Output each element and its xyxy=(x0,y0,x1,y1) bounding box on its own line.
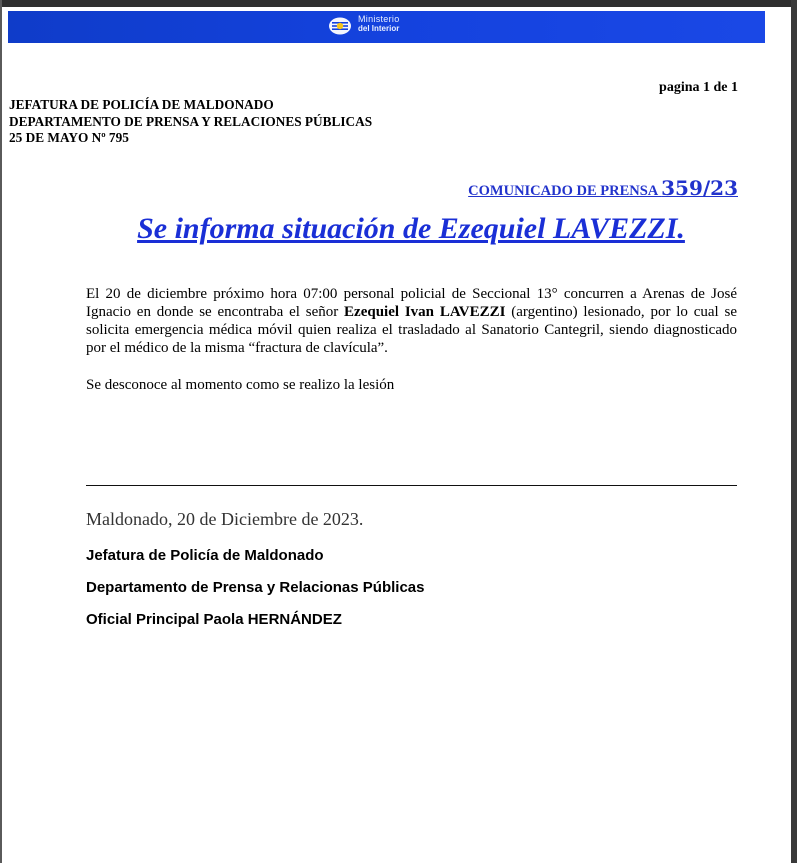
window-top-edge xyxy=(0,0,797,7)
divider xyxy=(86,485,737,486)
person-name: Ezequiel Ivan LAVEZZI xyxy=(344,304,506,320)
paragraph-1-end: (argentino) lesionado, por lo cual se solicita emergencia médica móvil quien realiza el trasladado al Sanatorio Cantegril, siendo diagnosticado por el médico de la misma “fractura de clavícula”. xyxy=(86,304,738,356)
letterhead xyxy=(9,97,372,147)
paragraph-2: Se desconoce al momento como se realizo la lesión xyxy=(86,377,395,393)
letterhead-line-2: DEPARTAMENTO DE PRENSA Y RELACIONES PÚBLICAS xyxy=(9,113,373,129)
sun-emblem-icon xyxy=(328,16,352,36)
signature-line-2: Departamento de Prensa y Relacionas Públicas xyxy=(86,579,425,596)
letterhead-line-1: JEFATURA DE POLICÍA DE MALDONADO xyxy=(9,97,274,112)
window-right-edge xyxy=(791,0,797,863)
press-release-label: COMUNICADO DE PRENSA xyxy=(468,183,658,199)
signature-line-3: Oficial Principal Paola HERNÁNDEZ xyxy=(86,611,342,628)
press-release-id[interactable] xyxy=(468,176,738,200)
paragraph-1 xyxy=(86,285,737,357)
logo-line-1: Ministerio xyxy=(358,14,400,24)
page-number: pagina 1 de 1 xyxy=(659,80,738,95)
window-left-edge xyxy=(0,0,2,863)
ministry-banner xyxy=(8,11,765,43)
body-text xyxy=(86,285,737,394)
paragraph-1-start: El 20 de diciembre próximo hora 07:00 personal policial de Seccional 13° concurren a Arenas de José Ignacio en donde se encontraba el señor xyxy=(86,286,737,320)
logo-line-2: del Interior xyxy=(358,24,400,33)
ministry-logo xyxy=(328,14,458,40)
letterhead-line-3: 25 DE MAYO Nº 795 xyxy=(9,130,129,145)
page-title[interactable]: Se informa situación de Ezequiel LAVEZZI. xyxy=(137,212,685,245)
signature-line-1: Jefatura de Policía de Maldonado xyxy=(86,547,324,564)
place-date: Maldonado, 20 de Diciembre de 2023. xyxy=(86,509,364,529)
press-release-number: 359/23 xyxy=(661,176,738,200)
